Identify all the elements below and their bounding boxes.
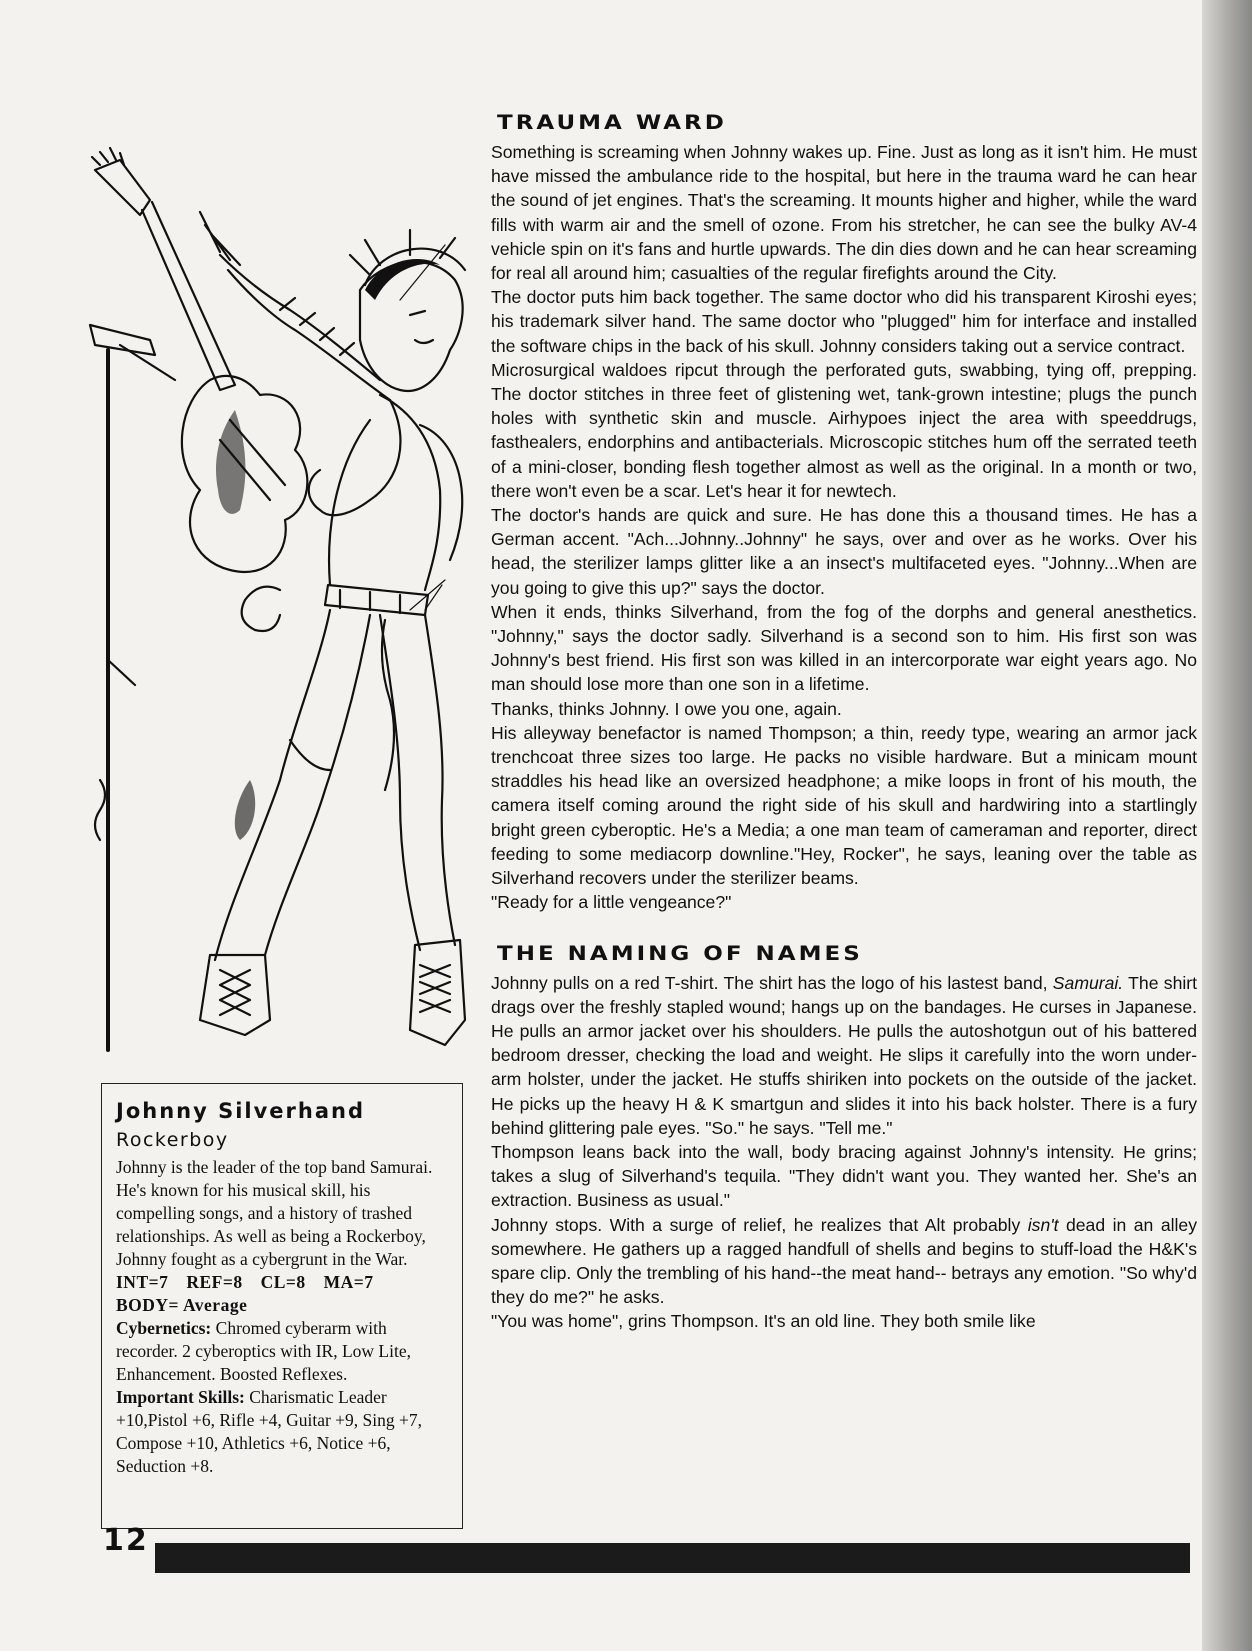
page-number: 12 <box>103 1523 149 1558</box>
paragraph: "You was home", grins Thompson. It's an old line. They both smile like <box>491 1311 1036 1332</box>
heading-trauma-ward: TRAUMA WARD <box>497 111 727 135</box>
main-text-column <box>491 110 1197 1334</box>
important-skills <box>116 1386 448 1478</box>
page-edge-shadow <box>1202 0 1252 1651</box>
paragraph: Thanks, thinks Johnny. I owe you one, again. <box>491 698 842 719</box>
band-name: Samurai. <box>1052 972 1124 993</box>
cybernetics-label: Cybernetics: <box>116 1318 212 1338</box>
character-stats <box>116 1271 448 1294</box>
paragraph: Thompson leans back into the wall, body bracing against Johnny's intensity. He grins; takes a slug of Silverhand's tequila. "They didn't want you. They wanted her. She's an extraction. Business as usual." <box>491 1141 1197 1211</box>
stat-ref: REF=8 <box>186 1272 243 1292</box>
paragraph <box>491 971 1197 1140</box>
paragraph: The doctor's hands are quick and sure. He has done this a thousand times. He has a German accent. "Ach...Johnny..Johnny" he says, over and over as he works. Over his head, the sterilizer lamps glitter like a an insect's multifaceted eyes. "Johnny...When are you going to give this up?" says the doctor. <box>491 505 1197 598</box>
johnny-silverhand-illustration <box>80 140 480 1060</box>
footer-bar <box>155 1543 1190 1573</box>
character-name: Johnny Silverhand <box>116 1099 366 1123</box>
character-bio: Johnny is the leader of the top band Samurai. He's known for his musical skill, his compelling songs, and a history of trashed relationships. As well as being a Rockerboy, Johnny fought as a cybergrunt in the War. <box>116 1157 433 1269</box>
paragraph <box>491 1213 1197 1310</box>
stat-ma: MA=7 <box>323 1272 374 1292</box>
character-role: Rockerboy <box>116 1129 229 1151</box>
text-run: Johnny stops. With a surge of relief, he realizes that Alt probably <box>491 1214 1028 1235</box>
skills-text: Charismatic Leader +10,Pistol +6, Rifle +4, Guitar +9, Sing +7, Compose +10, Athletics +6, Notice +6, Seduction +8. <box>116 1387 423 1476</box>
stat-cl: CL=8 <box>260 1272 306 1292</box>
paragraph: His alleyway benefactor is named Thompson; a thin, reedy type, wearing an armor jack trenchcoat three sizes too large. He packs no visible hardware. But a minicam mount straddles his head like an oversized headphone; a mike loops in front of his mouth, the camera itself coming around the right side of his skull and hardwiring into a startlingly bright green cyberoptic. He's a Media; a one man team of cameraman and reporter, direct feeding to some mediacorp downline."Hey, Rocker", he says, leaning over the table as Silverhand recovers under the sterilizer beams. <box>491 722 1197 889</box>
paragraph: The doctor puts him back together. The same doctor who did his transparent Kiroshi eyes; his trademark silver hand. The same doctor who "plugged" him for interface and installed the software chips in the back of his skull. Johnny considers taking out a service contract. <box>491 287 1197 356</box>
paragraph: Microsurgical waldoes ripcut through the perforated guts, swabbing, tying off, prepping. The doctor stitches in three feet of glistening wet, tank-grown intestine; plugs the punch holes with synthetic skin and muscle. Airhypoes inject the area with speeddrugs, fasthealers, endorphins and antibacterials. Microscopic stitches hum off the serrated teeth of a mini-closer, bonding flesh together almost as well as the original. In a month or two, there won't even be a scar. Let's hear it for newtech. <box>491 359 1197 501</box>
stat-int: INT=7 <box>116 1272 169 1292</box>
skills-label: Important Skills: <box>116 1387 245 1407</box>
paragraph: "Ready for a little vengeance?" <box>491 892 732 913</box>
text-run: dead in an alley somewhere. He gathers up a ragged handfull of shells and begins to stuff-load the H&K's spare clip. Only the trembling of his hand--the meat hand-- betrays any emotion. "So why'd they do me?" he asks. <box>491 1214 1197 1308</box>
paragraph: When it ends, thinks Silverhand, from the fog of the dorphs and general anesthetics. "Johnny," says the doctor sadly. Silverhand is a second son to him. His first son was Johnny's best friend. His first son was killed in an intercorporate war eight years ago. No man should lose more than one son in a lifetime. <box>491 601 1197 695</box>
heading-naming-of-names: THE NAMING OF NAMES <box>497 942 863 965</box>
emphasis: isn't <box>1027 1214 1059 1235</box>
text-run: Johnny pulls on a red T-shirt. The shirt has the logo of his lastest band, <box>491 972 1053 993</box>
text-run: The shirt drags over the freshly stapled wound; hangs up on the bandages. He curses in Japanese. He pulls an armor jacket over his shoulders. He pulls the autoshotgun out of his battered bedroom dresser, checking the load and weight. He slips it carefully into the worn under-arm holster, under the jacket. He stuffs shiriken into pockets on the outside of the jacket. He picks up the heavy H & K smartgun and slides it into his back holster. There is a fury behind glittering pale eyes. "So." he says. "Tell me." <box>491 972 1198 1138</box>
character-stat-box <box>101 1083 463 1529</box>
cybernetics-text: Chromed cyberarm with recorder. 2 cyberoptics with IR, Low Lite, Enhancement. Boosted Reflexes. <box>116 1318 411 1384</box>
stat-body: BODY= Average <box>116 1295 248 1315</box>
cybernetics <box>116 1317 448 1386</box>
paragraph: Something is screaming when Johnny wakes up. Fine. Just as long as it isn't him. He must have missed the ambulance ride to the hospital, but here in the trauma ward he can hear the sound of jet engines. That's the screaming. It mounts higher and higher, while the ward fills with warm air and the smell of ozone. From his stretcher, he can see the bulky AV-4 vehicle spin on it's fans and hurtle upwards. The din dies down and he can hear screaming for real all around him; casualties of the regular firefights around the City. <box>491 142 1197 284</box>
